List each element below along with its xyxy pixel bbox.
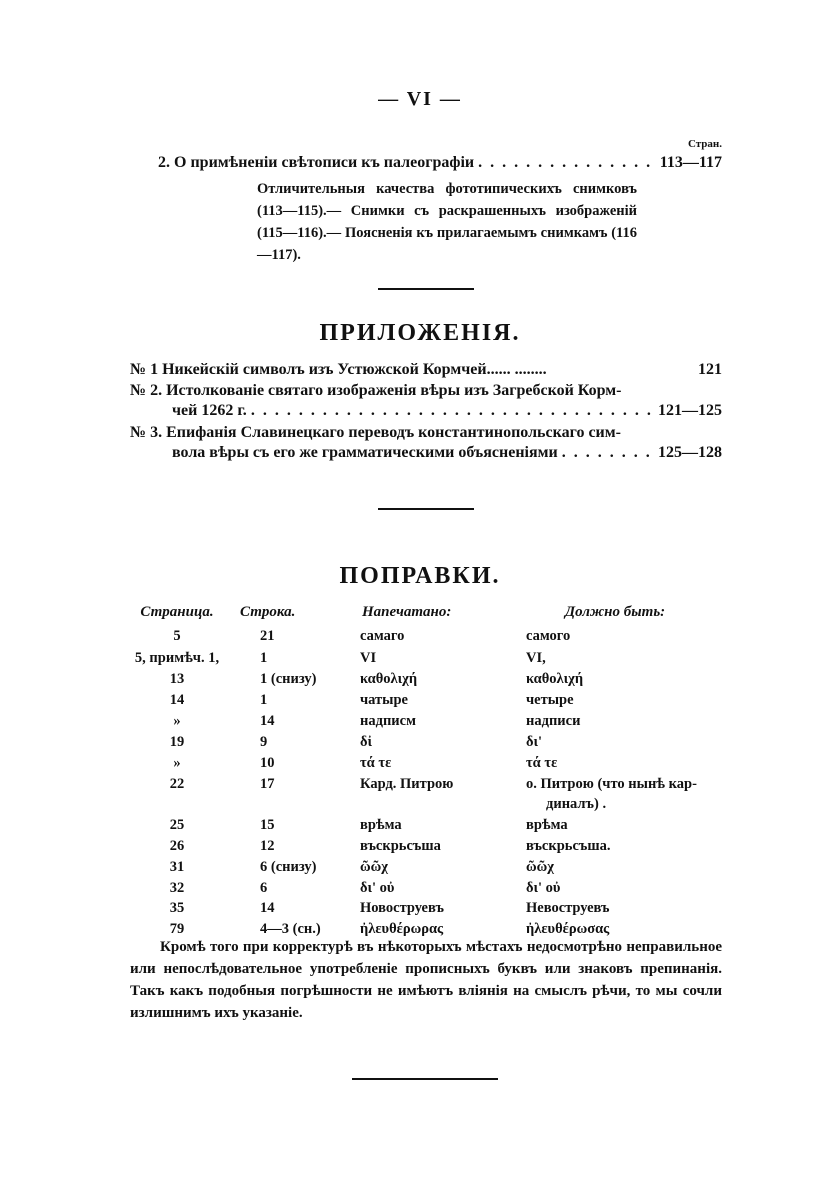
appendix-item-text: № 1 Никейскій символъ изъ Устюжской Кормчей...... ........ [130,361,547,378]
errata-correct: τά τε [526,755,558,771]
errata-printed: ῶῶχ [360,859,388,875]
errata-correct: δι' οὐ [526,880,561,896]
errata-line: 9 [260,734,268,750]
errata-col-printed: Напечатано: [362,604,452,620]
errata-line: 15 [260,817,275,833]
appendix-item-text: вола вѣры съ его же грамматическими объясненіями [172,444,558,461]
appendix-heading: ПРИЛОЖЕНІЯ. [319,320,521,346]
errata-correct: ῶῶχ [526,859,554,875]
appendix-item-1 [130,361,722,379]
section-divider [378,288,474,290]
errata-printed: δἰ [360,734,373,750]
leader-dots [478,154,656,172]
errata-col-line: Строка. [240,604,296,620]
appendix-item-page: 125—128 [658,444,722,461]
errata-correct: Невоструевъ [526,900,610,916]
section-divider [378,508,474,510]
errata-line: 14 [260,900,275,916]
errata-line: 17 [260,776,275,792]
appendix-item-3-line1: № 3. Епифанія Славинецкаго переводъ константинопольскаго сим- [130,424,621,441]
errata-line: 6 [260,880,268,896]
errata-correct: VI, [526,650,546,666]
errata-printed: Кард. Питрою [360,776,454,792]
errata-page: 14 [169,692,185,708]
appendix-item-page: 121—125 [658,402,722,419]
errata-correct: ἠλευθέρωσας [526,921,610,937]
errata-note: Кромѣ того при корректурѣ въ нѣкоторыхъ мѣстахъ недосмотрѣно неправильное или непослѣдовательное употребленіе прописныхъ буквъ или знаковъ препинанія. Такъ какъ подобныя погрѣшности не имѣютъ вліянія на смыслъ рѣчи, то мы сочли излишнимъ ихъ указаніе. [130,939,722,1021]
errata-correct: δι' [526,734,543,750]
errata-page: 26 [169,838,185,854]
errata-page: » [173,755,181,771]
errata-page: 35 [169,900,185,916]
errata-printed: самаго [360,628,405,644]
errata-line: 21 [260,628,275,644]
errata-printed: надписм [360,713,416,729]
end-divider [352,1078,498,1080]
errata-correct: надписи [526,713,581,729]
errata-line: 1 (снизу) [260,671,317,687]
leader-dots [251,402,654,420]
errata-page: 19 [169,734,185,750]
errata-printed: VI [360,650,377,666]
errata-page: 79 [169,921,185,937]
errata-page: 25 [169,817,185,833]
errata-correct: самого [526,628,571,644]
errata-printed: чатыре [360,692,408,708]
errata-heading: ПОПРАВКИ. [339,563,501,589]
errata-printed: ἠλευθέρωρας [360,921,444,937]
errata-col-correct: Должно быть: [564,604,666,620]
errata-page: 5, примѣч. 1, [134,650,220,666]
errata-line: 1 [260,692,268,708]
errata-page: 31 [169,859,185,875]
toc-entry-pages: 113—117 [659,154,722,171]
errata-printed: δι' οὐ [360,880,395,896]
errata-correct: четыре [526,692,574,708]
errata-correct: καθολιχή [526,671,584,687]
errata-printed: καθολιχή [360,671,418,687]
errata-correct: въскрьсъша. [526,838,611,854]
page-column-label: Стран. [687,138,722,150]
errata-line: 12 [260,838,275,854]
appendix-item-3 [172,444,722,462]
toc-entry-title: 2. О примѣненіи свѣтописи къ палеографіи [158,154,475,171]
errata-line: 6 (снизу) [260,859,317,875]
errata-continuation: диналъ) . [546,796,607,812]
errata-col-page: Страница. [140,604,214,620]
errata-line: 10 [260,755,275,771]
errata-page: » [173,713,181,729]
leader-dots [562,444,654,462]
errata-page: 22 [169,776,185,792]
errata-page: 13 [169,671,185,687]
errata-line: 14 [260,713,275,729]
errata-line: 4—3 (сн.) [260,921,321,937]
errata-page: 32 [169,880,185,896]
errata-printed: Новоструевъ [360,900,444,916]
page-number: — VI — [378,88,462,110]
errata-correct: о. Питрою (что нынѣ кар- [526,776,697,792]
errata-printed: τά τε [360,755,392,771]
toc-entry-section2 [158,154,722,172]
errata-printed: въскрьсъша [360,838,441,854]
toc-entry-description: Отличительныя качества фототипическихъ снимковъ (113—115).— Снимки съ раскрашенныхъ изображеній (115—116).— Поясненія къ прилагаемымъ снимкамъ (116—117). [257,181,637,263]
errata-correct: врѣма [526,817,568,833]
appendix-item-text: чей 1262 г. [172,402,247,419]
appendix-item-2 [172,402,722,420]
errata-page: 5 [173,628,181,644]
errata-printed: врѣма [360,817,402,833]
errata-line: 1 [260,650,268,666]
appendix-item-page: 121 [698,361,722,378]
appendix-item-2-line1: № 2. Истолкованіе святаго изображенія вѣры изъ Загребской Корм- [130,382,622,399]
